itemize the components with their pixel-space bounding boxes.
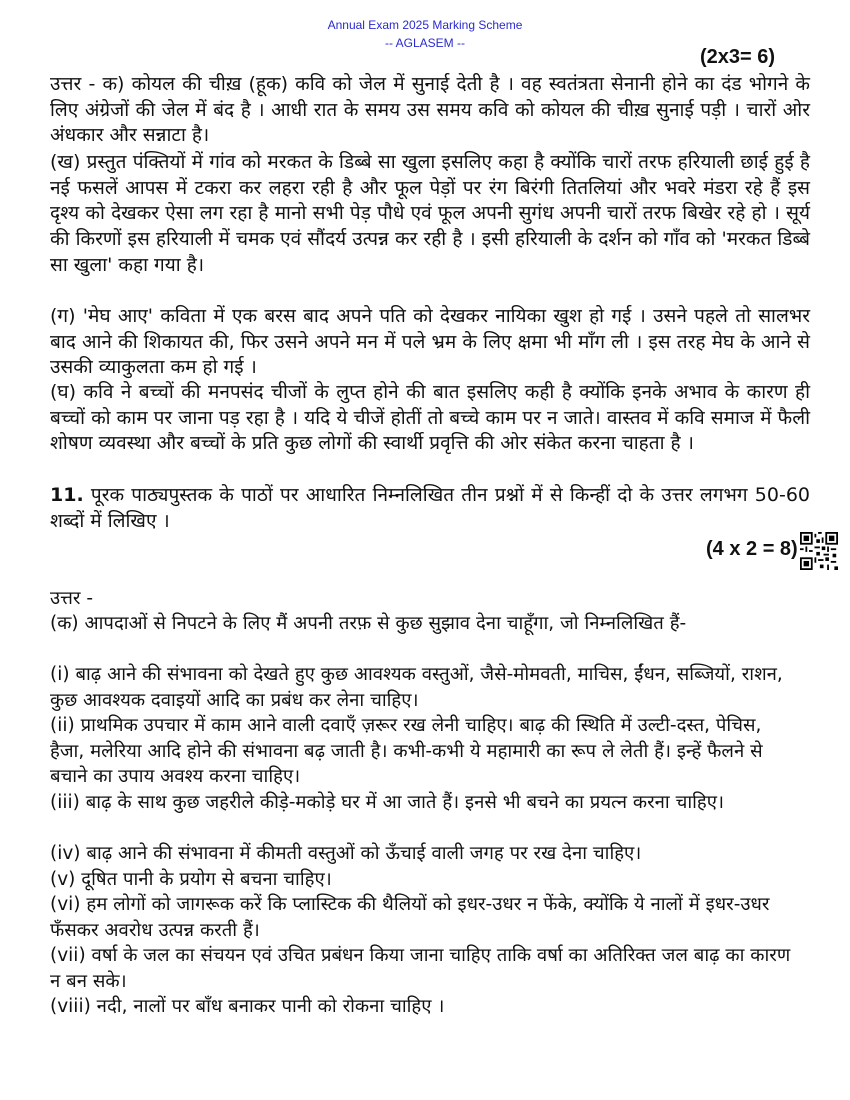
question-text: पूरक पाठ्यपुस्तक के पाठों पर आधारित निम्नलिखित तीन प्रश्नों में से किन्हीं दो के उत्तर लगभग 50-60 शब्दों में लिखिए । [50,484,810,532]
list-item: (vi) हम लोगों को जागरूक करें कि प्लास्टिक की थैलियों को इधर-उधर न फेंके, क्योंकि ये नालों में इधर-उधर फँसकर अवरोध उत्पन्न करती हैं। [50,894,770,941]
list-item: (viii) नदी, नालों पर बाँध बनाकर पानी को रोकना चाहिए । [50,996,445,1017]
list-item: (i) बाढ़ आने की संभावना को देखते हुए कुछ आवश्यक वस्तुओं, जैसे-मोमवती, माचिस, ईंधन, सब्जियों, राशन, कुछ आवश्यक दवाइयों आदि का प्रबंध कर लेना चाहिए। [50,664,783,711]
list-item: (iii) बाढ़ के साथ कुछ जहरीले कीड़े-मकोड़े घर में आ जाते हैं। इनसे भी बचने का प्रयत्न करना चाहिए। [50,792,724,813]
answer-ka: उत्तर - क) कोयल की चीख़ (हूक) कवि को जेल में सुनाई देती है । वह स्वतंत्रता सेनानी होने का दंड भोगने के लिए अंग्रेजों की जेल में बंद है । आधी रात के समय उस समय कवि को कोयल की चीख़ सुनाई पड़ी । चारों ओर अंधकार और सन्नाटा है। [50,73,810,147]
header-title: Annual Exam 2025 Marking Scheme [327,18,523,32]
question-11 [50,483,810,534]
list-item: (v) दूषित पानी के प्रयोग से बचना चाहिए। [50,869,332,890]
qr-code-icon [800,532,838,570]
header-source: -- AGLASEM -- [384,36,465,50]
answer-intro: (क) आपदाओं से निपटने के लिए मैं अपनी तरफ़ से कुछ सुझाव देना चाहूँगा, जो निम्नलिखित हैं- [50,613,687,634]
question-marks: (4 x 2 = 8) [706,538,798,560]
answer-label: उत्तर - [50,588,94,609]
list-item: (iv) बाढ़ आने की संभावना में कीमती वस्तुओं को ऊँचाई वाली जगह पर रख देना चाहिए। [50,843,642,864]
question-number: 11. [50,484,84,506]
list-item: (ii) प्राथमिक उपचार में काम आने वाली दवाएँ ज़रूर रख लेनी चाहिए। बाढ़ की स्थिति में उल्टी-दस्त, पेचिस, हैजा, मलेरिया आदि होने की संभावना बढ़ जाती है। कभी-कभी ये महामारी का रूप ले लेती हैं। इन्हें फैलने से बचाने का उपाय अवश्य करना चाहिए। [50,715,763,787]
answer-ga: (ग) 'मेघ आए' कविता में एक बरस बाद अपने पति को देखकर नायिका खुश हो गई । उसने पहले तो सालभर बाद आने की शिकायत की, फिर उसने अपने मन में पले भ्रम के लिए क्षमा भी माँग ली । इस तरह मेघ के आने से उसकी व्याकुलता कम हो गई । [50,305,810,379]
answer-gha: (घ) कवि ने बच्चों की मनपसंद चीजों के लुप्त होने की बात इसलिए कही है क्योंकि इनके अभाव के कारण ही बच्चों को काम पर जाना पड़ रहा है । यदि ये चीजें होतीं तो बच्चे काम पर न जाते। वास्तव में कवि समाज में फैली शोषण व्यवस्था और बच्चों के प्रति कुछ लोगों की स्वार्थी प्रवृत्ति की ओर संकेत करना चाहता है । [50,381,810,455]
section-marks: (2x3= 6) [700,46,776,68]
answer-kha: (ख) प्रस्तुत पंक्तियों में गांव को मरकत के डिब्बे सा खुला इसलिए कहा है क्योंकि चारों तरफ हरियाली छाई हुई है नई फसलें आपस में टकरा कर लहरा रही है और फूल पेड़ों पर रंग बिरंगी तितलियां और भवरे मंडरा रहे हैं इस दृश्य को देखकर ऐसा लग रहा है मानो सभी पेड़ पौधे एवं फूल अपनी सुगंध अपनी चारों तरफ बिखेर रहे हो । सूर्य की किरणों इस हरियाली में चमक एवं सौंदर्य उत्पन्न कर रही है । इसी हरियाली के दर्शन को गाँव को 'मरकत डिब्बे सा खुला' कहा गया है। [50,151,810,276]
list-item: (vii) वर्षा के जल का संचयन एवं उचित प्रबंधन किया जाना चाहिए ताकि वर्षा का अतिरिक्त जल बाढ़ का कारण न बन सके। [50,945,791,992]
